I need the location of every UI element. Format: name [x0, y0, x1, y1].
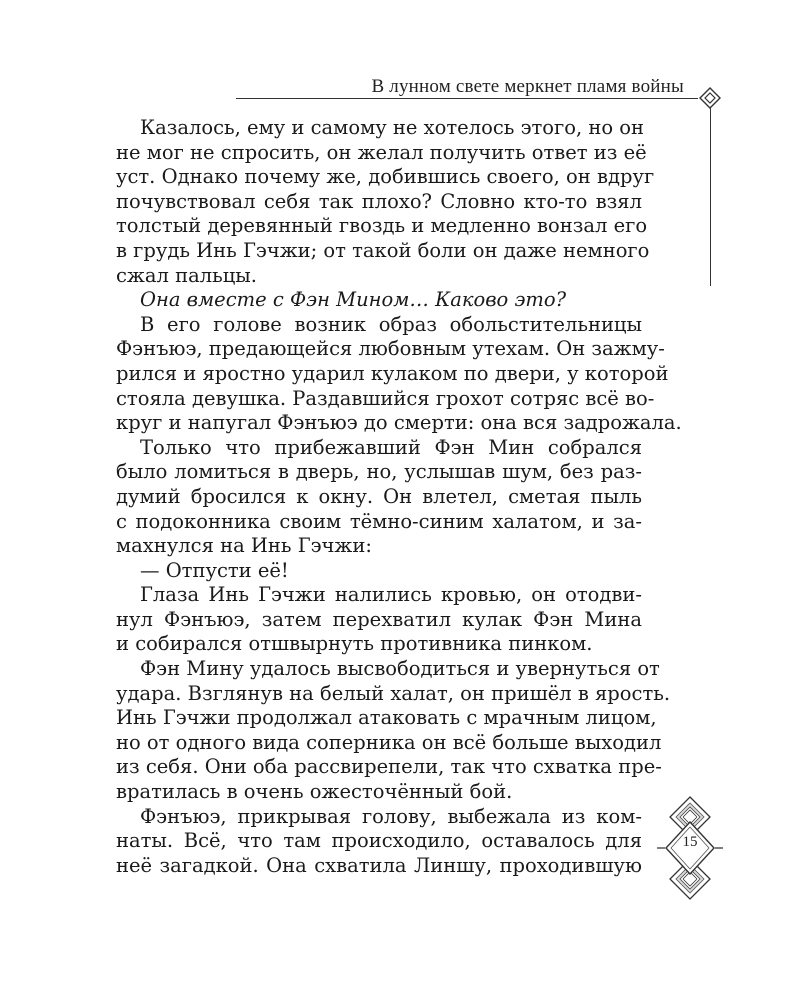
text-line: стояла девушка. Раздавшийся грохот сотряс всё во-	[116, 386, 655, 410]
text-line: нул Фэнъюэ, затем перехватил кулак Фэн Мина	[116, 607, 642, 631]
body-text	[116, 116, 682, 878]
text-line: Глаза Инь Гэчжи налились кровью, он отодви-	[140, 583, 642, 607]
text-line: из себя. Они оба рассвирепели, так что схватка пре-	[116, 755, 662, 779]
text-line: сжал пальцы.	[116, 263, 257, 287]
text-line: махнулся на Инь Гэчжи:	[116, 534, 372, 558]
running-header-title: В лунном свете меркнет пламя войны	[371, 76, 684, 97]
header-rule	[236, 98, 698, 99]
text-line: Казалось, ему и самому не хотелось этого, но он	[140, 116, 645, 139]
text-line: — Отпусти её!	[140, 558, 289, 582]
text-line: круг и напугал Фэнъюэ до смерти: она вся задрожала.	[116, 411, 682, 435]
text-line: Фэнъюэ, предающейся любовным утехам. Он зажму-	[116, 337, 665, 361]
text-line: почувствовал себя так плохо? Словно кто-то взял	[116, 189, 642, 213]
text-line: Фэнъюэ, прикрывая голову, выбежала из ком-	[140, 804, 642, 828]
text-line: Инь Гэчжи продолжал атаковать с мрачным лицом,	[116, 706, 657, 730]
text-line: Она вместе с Фэн Мином… Каково это?	[140, 288, 567, 312]
text-line: Только что прибежавший Фэн Мин собрался	[140, 435, 642, 459]
text-line: Фэн Мину удалось высвободиться и увернуться от	[140, 657, 660, 681]
page-number: 15	[682, 834, 698, 850]
text-line: с подоконника своим тёмно-синим халатом, и за-	[116, 509, 642, 533]
text-line: и собирался отшвырнуть противника пинком.	[116, 632, 593, 656]
corner-diamond-ornament	[699, 87, 721, 109]
margin-vertical-rule	[710, 98, 711, 286]
text-line: рился и яростно ударил кулаком по двери, у которой	[116, 361, 669, 385]
text-line: неё загадкой. Она схватила Линшу, проходившую	[116, 853, 642, 877]
text-line: но от одного вида соперника он всё больше выходил	[116, 730, 662, 754]
text-line: было ломиться в дверь, но, услышав шум, без раз-	[116, 460, 642, 484]
text-line: удара. Взглянув на белый халат, он пришёл в ярость.	[116, 681, 671, 705]
text-line: толстый деревянный гвоздь и медленно вонзал его	[116, 214, 648, 238]
text-line: думий бросился к окну. Он влетел, сметая пыль	[116, 484, 642, 508]
text-line: В его голове возник образ обольстительницы	[140, 312, 642, 336]
text-line: вратилась в очень ожесточённый бой.	[116, 780, 513, 804]
text-line: не мог не спросить, он желал получить ответ из её	[116, 140, 647, 164]
text-line: уст. Однако почему же, добившись своего, он вдруг	[116, 165, 655, 189]
text-line: в грудь Инь Гэчжи; от такой боли он даже немного	[116, 238, 650, 262]
text-line: наты. Всё, что там происходило, оставалось для	[116, 829, 642, 853]
